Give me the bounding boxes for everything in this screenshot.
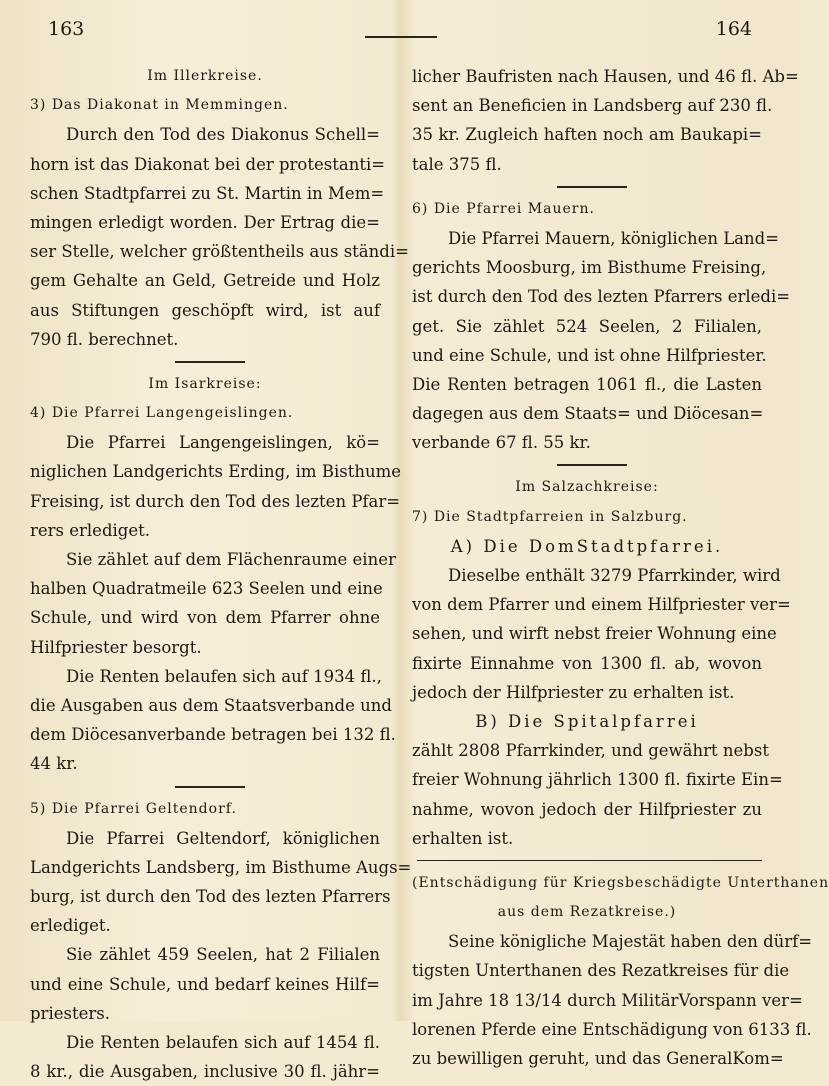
text-line: schen Stadtpfarrei zu St. Martin in Mem= bbox=[30, 183, 385, 203]
text-line: die Ausgaben aus dem Staatsverbande und bbox=[30, 695, 392, 715]
text-line: Die Pfarrei Mauern, königlichen Land= bbox=[448, 228, 780, 248]
text-line: lorenen Pferde eine Entschädigung von 6133 fl. bbox=[412, 1019, 812, 1039]
text-line: Seine königliche Majestät haben den dürf= bbox=[448, 932, 813, 952]
text-line: 6) Die Pfarrei Mauern. bbox=[412, 200, 595, 217]
section-divider bbox=[412, 853, 762, 869]
text-line: burg, ist durch den Tod des lezten Pfarrers bbox=[30, 887, 391, 907]
text-line: freier Wohnung jährlich 1300 fl. fixirte Ein= bbox=[412, 770, 783, 790]
text-line: tigsten Unterthanen des Rezatkreises für die bbox=[412, 961, 790, 981]
text-line: Landgerichts Landsberg, im Bisthume Augs= bbox=[30, 857, 412, 877]
text-line: B) Die Spitalpfarrei bbox=[475, 711, 699, 731]
text-line: und eine Schule, und ist ohne Hilfpriester. bbox=[412, 345, 767, 365]
text-line: (Entschädigung für Kriegsbeschädigte Unterthanen bbox=[412, 874, 829, 891]
text-line: ist durch den Tod des lezten Pfarrers erledi= bbox=[412, 287, 791, 307]
text-line: von dem Pfarrer und einem Hilfpriester ver= bbox=[412, 595, 791, 615]
text-line: ser Stelle, welcher größtentheils aus ständi= bbox=[30, 242, 409, 262]
text-line: verbande 67 fl. 55 kr. bbox=[412, 433, 591, 453]
text-line: Die Pfarrei Geltendorf, königlichen bbox=[66, 828, 380, 848]
text-line: halben Quadratmeile 623 Seelen und eine bbox=[30, 579, 383, 599]
text-line: zu bewilligen geruht, und das GeneralKom= bbox=[412, 1049, 784, 1068]
text-line: A) Die DomStadtpfarrei. bbox=[450, 536, 724, 556]
text-line: Die Renten belaufen sich auf 1934 fl., bbox=[66, 666, 382, 686]
text-line: Die Renten betragen 1061 fl., die Lasten bbox=[412, 374, 762, 394]
text-line: im Jahre 18 13/14 durch MilitärVorspann ver= bbox=[412, 990, 803, 1010]
text-line: Freising, ist durch den Tod des lezten Pfar= bbox=[30, 491, 401, 511]
text-line: Die Renten belaufen sich auf 1454 fl. bbox=[66, 1033, 380, 1052]
text-line: licher Baufristen nach Hausen, und 46 fl. Ab= bbox=[412, 67, 799, 86]
text-line: aus Stiftungen geschöpft wird, ist auf bbox=[30, 300, 380, 320]
text-line: 7) Die Stadtpfarreien in Salzburg. bbox=[412, 508, 688, 525]
text-line: 35 kr. Zugleich haften noch am Baukapi= bbox=[412, 125, 762, 145]
text-line: priesters. bbox=[30, 1003, 110, 1023]
page-number-right: 164 bbox=[715, 18, 752, 40]
text-line: dem Diöcesanverbande betragen bei 132 fl. bbox=[30, 725, 396, 745]
text-line: Hilfpriester besorgt. bbox=[30, 637, 202, 657]
text-line: 790 fl. berechnet. bbox=[30, 329, 179, 349]
section-divider bbox=[412, 179, 762, 195]
text-line: 4) Die Pfarrei Langengeislingen. bbox=[30, 405, 294, 422]
section-divider bbox=[30, 354, 380, 370]
text-line: dagegen aus dem Staats= und Diöcesan= bbox=[412, 404, 764, 424]
text-line: zählt 2808 Pfarrkinder, und gewährt nebst bbox=[412, 741, 769, 761]
left-text-column bbox=[30, 62, 412, 1086]
text-line: gerichts Moosburg, im Bisthume Freising, bbox=[412, 258, 767, 278]
text-line: 5) Die Pfarrei Geltendorf. bbox=[30, 800, 237, 817]
text-line: 44 kr. bbox=[30, 754, 78, 774]
text-line: Schule, und wird von dem Pfarrer ohne bbox=[30, 608, 380, 628]
section-divider bbox=[412, 457, 762, 473]
text-line: jedoch der Hilfpriester zu erhalten ist. bbox=[412, 682, 735, 702]
text-line: Im Isarkreise: bbox=[148, 375, 262, 392]
text-line: Sie zählet 459 Seelen, hat 2 Filialen bbox=[66, 945, 380, 965]
text-line: Im Salzachkreise: bbox=[515, 479, 659, 496]
text-line: Im Illerkreise. bbox=[147, 68, 263, 84]
text-line: tale 375 fl. bbox=[412, 154, 502, 174]
right-text-column bbox=[412, 62, 829, 1073]
section-divider bbox=[30, 779, 380, 795]
text-line: mingen erledigt worden. Der Ertrag die= bbox=[30, 212, 380, 232]
text-line: 8 kr., die Ausgaben, inclusive 30 fl. jähr= bbox=[30, 1062, 380, 1082]
text-line: erhalten ist. bbox=[412, 828, 514, 848]
text-line: gem Gehalte an Geld, Getreide und Holz bbox=[30, 271, 380, 291]
text-line: horn ist das Diakonat bei der protestanti= bbox=[30, 154, 386, 174]
text-line: aus dem Rezatkreise.) bbox=[497, 904, 677, 921]
text-line: rers erlediget. bbox=[30, 520, 150, 540]
text-line: 3) Das Diakonat in Memmingen. bbox=[30, 97, 289, 114]
text-line: erlediget. bbox=[30, 916, 111, 936]
text-line: sent an Beneficien in Landsberg auf 230 fl. bbox=[412, 96, 773, 116]
page-number-left: 163 bbox=[48, 18, 85, 40]
text-line: Durch den Tod des Diakonus Schell= bbox=[66, 125, 380, 145]
text-line: Dieselbe enthält 3279 Pfarrkinder, wird bbox=[448, 566, 781, 585]
text-line: und eine Schule, und bedarf keines Hilf= bbox=[30, 974, 380, 994]
text-line: sehen, und wirft nebst freier Wohnung eine bbox=[412, 624, 777, 644]
text-line: Sie zählet auf dem Flächenraume einer bbox=[66, 550, 396, 569]
text-line: nahme, wovon jedoch der Hilfpriester zu bbox=[412, 799, 762, 819]
text-line: Die Pfarrei Langengeislingen, kö= bbox=[66, 433, 380, 453]
text-line: get. Sie zählet 524 Seelen, 2 Filialen, bbox=[412, 316, 762, 336]
text-line: fixirte Einnahme von 1300 fl. ab, wovon bbox=[412, 653, 762, 673]
header-rule bbox=[365, 36, 437, 38]
text-line: niglichen Landgerichts Erding, im Bisthume bbox=[30, 462, 401, 482]
